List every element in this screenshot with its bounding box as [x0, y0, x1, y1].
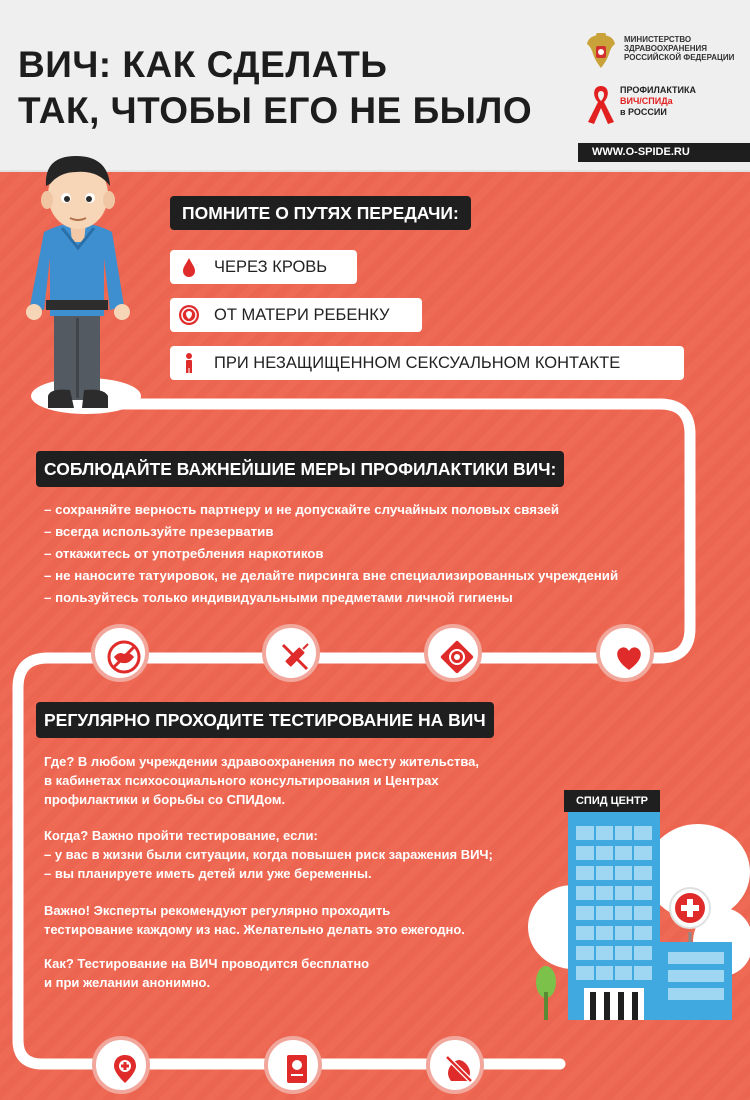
prevention-list — [44, 499, 618, 609]
person-icon — [178, 352, 200, 374]
prevention-icon-lips — [91, 624, 149, 682]
transmission-item-sexual: ПРИ НЕЗАЩИЩЕННОМ СЕКСУАЛЬНОМ КОНТАКТЕ — [170, 346, 684, 380]
list-item: – откажитесь от употребления наркотиков — [44, 546, 324, 561]
prevention-heading: СОБЛЮДАЙТЕ ВАЖНЕЙШИЕ МЕРЫ ПРОФИЛАКТИКИ ВИЧ: — [36, 451, 564, 487]
testing-icon-passport — [264, 1036, 322, 1094]
testing-important: Важно! Эксперты рекомендуют регулярно проходить тестирование каждому из нас. Желательно делать это ежегодно. — [44, 903, 465, 937]
list-item: – сохраняйте верность партнеру и не допускайте случайных половых связей — [44, 502, 560, 517]
page-title: ВИЧ: КАК СДЕЛАТЬ ТАК, ЧТОБЫ ЕГО НЕ БЫЛО — [18, 44, 533, 131]
no-syringe-icon — [277, 639, 313, 675]
testing-when: Когда? Важно пройти тестирование, если: – у вас в жизни были ситуации, когда повышен риск заражения ВИЧ; – вы планируете иметь детей или уже беременны. — [44, 828, 493, 881]
ministry-logo: МИНИСТЕРСТВО ЗДРАВООХРАНЕНИЯ РОССИЙСКОЙ ФЕДЕРАЦИИ — [584, 32, 750, 72]
no-lips-icon — [106, 639, 142, 675]
website-url[interactable]: WWW.O-SPIDE.RU — [578, 143, 750, 162]
location-pin-icon — [107, 1051, 143, 1087]
testing-how: Как? Тестирование на ВИЧ проводится бесплатно и при желании анонимно. — [44, 956, 370, 990]
testing-icon-location — [92, 1036, 150, 1094]
campaign-logo: ПРОФИЛАКТИКА ВИЧ/СПИДа в РОССИИ — [584, 82, 744, 128]
condom-icon — [439, 639, 475, 675]
building-sign: СПИД ЦЕНТР — [575, 795, 649, 807]
list-item: – не наносите татуировок, не делайте пирсинга вне специализированных учреждений — [44, 568, 619, 583]
testing-icon-free — [426, 1036, 484, 1094]
list-item: – пользуйтесь только индивидуальными предметами личной гигиены — [44, 590, 513, 605]
mother-child-icon — [178, 304, 200, 326]
list-item: – всегда используйте презерватив — [44, 524, 274, 539]
heart-icon — [611, 639, 647, 675]
no-money-icon — [441, 1051, 477, 1087]
transmission-heading: ПОМНИТЕ О ПУТЯХ ПЕРЕДАЧИ: — [170, 196, 471, 230]
passport-icon — [279, 1051, 315, 1087]
prevention-icon-heart — [596, 624, 654, 682]
prevention-icon-condom — [424, 624, 482, 682]
person-illustration — [26, 156, 130, 408]
prevention-icon-syringe — [262, 624, 320, 682]
testing-heading: РЕГУЛЯРНО ПРОХОДИТЕ ТЕСТИРОВАНИЕ НА ВИЧ — [36, 702, 494, 738]
aids-center-building — [528, 782, 750, 1022]
blood-drop-icon — [178, 256, 200, 278]
transmission-item-blood: ЧЕРЕЗ КРОВЬ — [170, 250, 357, 284]
testing-where: Где? В любом учреждении здравоохранения по месту жительства, в кабинетах психосоциального консультирования и Центрах профилактики и борьбы со СПИДом. — [44, 754, 479, 807]
transmission-item-mother-child: ОТ МАТЕРИ РЕБЕНКУ — [170, 298, 422, 332]
